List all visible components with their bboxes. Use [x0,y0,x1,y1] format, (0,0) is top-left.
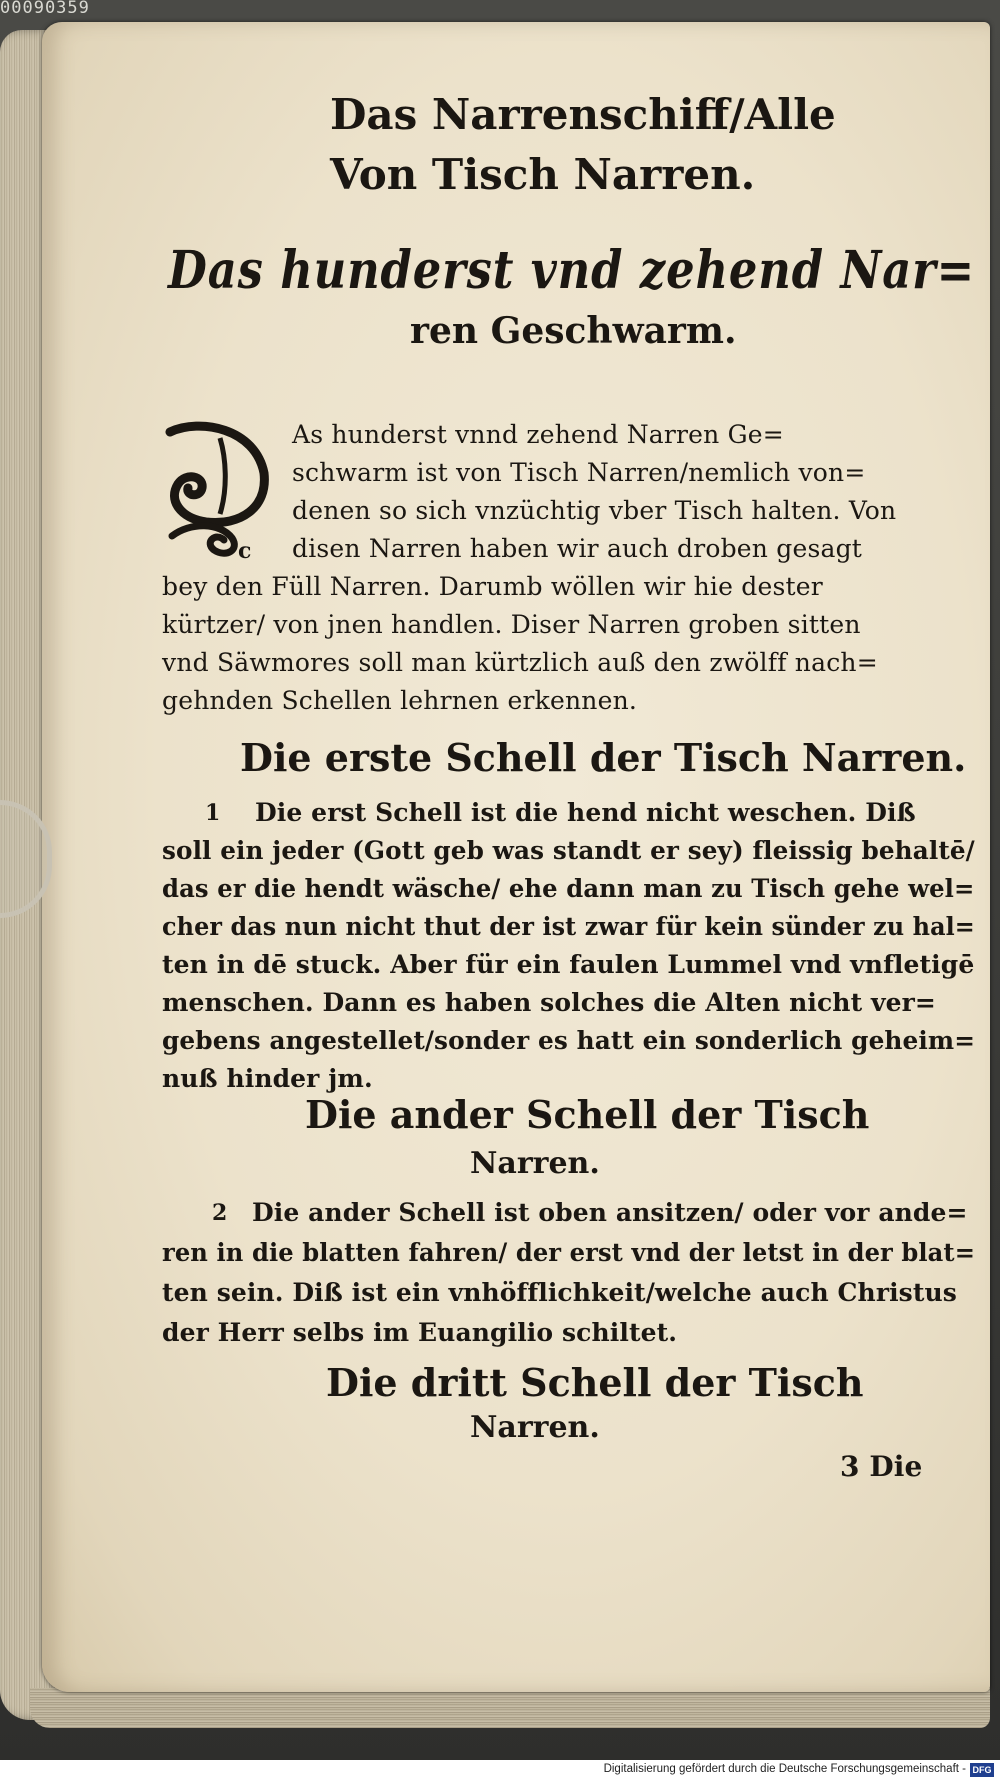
section1-line: das er die hendt wäsche/ ehe dann man zu Tisch gehe wel= [162,874,975,903]
intro-line: bey den Füll Narren. Darumb wöllen wir hie dester [162,572,823,601]
section2-line: ren in die blatten fahren/ der erst vnd der letst in der blat= [162,1238,976,1267]
intro-line: kürtzer/ von jnen handlen. Diser Narren groben sitten [162,610,861,639]
section1-line: Die erst Schell ist die hend nicht weschen. Diß [255,798,916,827]
section-title-2-cont: Narren. [470,1146,600,1181]
intro-line: As hunderst vnnd zehend Narren Ge= [292,420,784,449]
section-number-1: 1 [205,800,221,826]
section1-line: soll ein jeder (Gott geb was standt er sey) fleissig behaltē/ [162,836,975,865]
section2-line: ten sein. Diß ist ein vnhöfflichkeit/welche auch Christus [162,1278,957,1307]
section1-line: nuß hinder jm. [162,1064,373,1093]
svg-text:c: c [238,538,252,560]
dfg-logo: DFG [970,1763,994,1777]
section1-line: ten in dē stuck. Aber für ein faulen Lummel vnd vnfletigē [162,950,975,979]
running-title: Das Narrenschiff/Alle [330,90,836,139]
book-bottom-edges [30,1688,990,1728]
section2-line: der Herr selbs im Euangilio schiltet. [162,1318,678,1347]
section2-line: Die ander Schell ist oben ansitzen/ oder vor ande= [252,1198,968,1227]
intro-line: disen Narren haben wir auch droben gesagt [292,534,863,563]
intro-line: vnd Säwmores soll man kürtzlich auß den zwölff nach= [162,648,878,677]
section-title-3: Die dritt Schell der Tisch [326,1360,864,1405]
chapter-title-cont: ren Geschwarm. [410,310,737,352]
chapter-title: Das hunderst vnd zehend Nar= [168,240,976,301]
running-title-sub: Von Tisch Narren. [330,150,756,199]
catchword: 3 Die [840,1450,923,1483]
section-title-3-cont: Narren. [470,1410,600,1445]
section1-line: cher das nun nicht thut der ist zwar für kein sünder zu hal= [162,912,975,941]
section-title-1: Die erste Schell der Tisch Narren. [240,735,967,780]
section1-line: menschen. Dann es haben solches die Alten nicht ver= [162,988,936,1017]
intro-line: gehnden Schellen lehrnen erkennen. [162,686,638,715]
section1-line: gebens angestellet/sonder es hatt ein sonderlich geheim= [162,1026,976,1055]
intro-line: schwarm ist von Tisch Narren/nemlich von= [292,458,866,487]
section-number-2: 2 [212,1200,228,1226]
decorated-initial-d [160,418,270,560]
section-title-2: Die ander Schell der Tisch [305,1092,870,1137]
scan-id-label: 00090359 [0,0,90,16]
funding-credit: Digitalisierung gefördert durch die Deutsche Forschungsgemeinschaft - [603,1763,966,1775]
intro-line: denen so sich vnzüchtig vber Tisch halten. Von [292,496,897,525]
